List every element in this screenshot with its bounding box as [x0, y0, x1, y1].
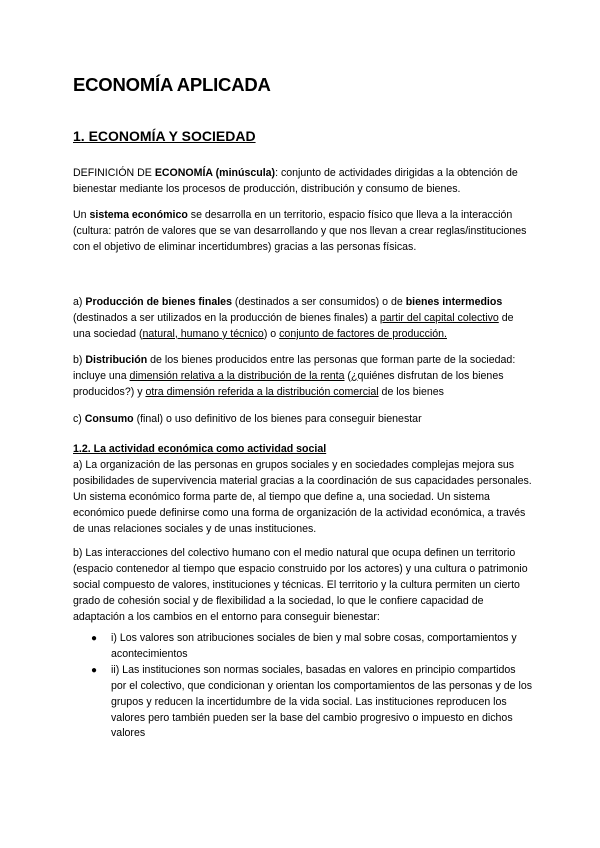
section-1-2-heading: 1.2. La actividad económica como actividad social: [73, 443, 327, 455]
item-a-underlined-capital: partir del capital colectivo: [379, 311, 499, 324]
item-a-text: (destinados a ser utilizados en la producción de bienes finales) a: [73, 311, 380, 324]
bullet-icon: ●: [91, 633, 98, 644]
item-c-prefix: c): [73, 413, 85, 425]
item-a-underlined-factors: conjunto de factores de producción.: [279, 327, 447, 340]
item-a-text: de una sociedad (: [73, 311, 514, 340]
item-b-term: Distribución: [85, 354, 148, 366]
item-b-text: (: [344, 369, 351, 382]
system-paragraph: [73, 208, 533, 256]
document-title: ECONOMÍA APLICADA: [73, 74, 271, 95]
item-a-paragraph: [73, 295, 533, 343]
list-item-text: i) Los valores son atribuciones sociales de bien y mal sobre cosas, comportamientos y acontecimientos: [111, 632, 517, 660]
item-b-paragraph: [73, 353, 533, 401]
item-a-prefix: a): [73, 296, 86, 308]
item-a-underlined-types: natural, humano y técnico: [142, 327, 264, 340]
list-item: [73, 663, 533, 743]
item-b-text: de los bienes producidos entre las personas que forman parte de la sociedad: incluye una: [73, 354, 516, 382]
item-b-prefix: b): [73, 354, 86, 366]
item-b-underlined-question-mark: ¿: [350, 369, 358, 382]
item-b-text: quiénes disfrutan de los bienes producidos?) y: [73, 369, 504, 398]
item-c-text: (final) o uso definitivo de los bienes para conseguir bienestar: [133, 413, 422, 425]
definition-lead: DEFINICIÓN DE: [73, 167, 155, 179]
item-a-term-intermediate-goods: bienes intermedios: [405, 296, 503, 308]
item-b-underlined-commercial: otra dimensión referida a la distribución comercial: [145, 385, 379, 398]
item-a-text: (destinados a ser consumidos) o de: [231, 296, 406, 308]
definition-term: ECONOMÍA (minúscula): [154, 167, 276, 179]
list-item-text: ii) Las instituciones son normas sociales, basadas en valores en principio compartidos por el colectivo, que condicionan y orientan los comportamientos de las personas y de los grupos y reducen la incertidumbre de la vida social. Las instituciones reproducen los valores pero también pueden ser la base del cambio progresivo o impuesto en dichos valores: [111, 663, 533, 740]
system-lead: Un: [73, 209, 90, 221]
item-a-term-final-goods: Producción de bienes finales: [85, 296, 232, 308]
section-1-2-block: [73, 442, 533, 537]
section-1-2-paragraph-b: b) Las interacciones del colectivo humano con el medio natural que ocupa definen un territorio (espacio contenedor al tiempo que espacio construido por los actores) y una cultura o patrimonio social compuesto de valores, instituciones y técnicas. El territorio y la cultura permiten un cierto grado de cohesión social y de flexibilidad a la sociedad, lo que le confiere capacidad de adaptación a los cambios en el entorno para conseguir bienestar:: [73, 547, 528, 623]
item-b-text: de los bienes: [378, 385, 444, 398]
system-term: sistema económico: [89, 209, 188, 221]
system-text: se desarrolla en un territorio, espacio físico que lleva a la interacción (cultura: patrón de valores que se van desarrollando y que nos llevan a crear reglas/instituciones con el objetivo de eliminar incertidumbres) gracias a las personas físicas.: [73, 209, 527, 253]
section-1-2-paragraph-a: a) La organización de las personas en grupos sociales y en sociedades complejas mejora sus posibilidades de supervivencia material gracias a la coordinación de sus capacidades personales. Un sistema económico forma parte de, al tiempo que define a, una sociedad. Un sistema económico puede definirse como una forma de organización de la actividad económica, a través de unas relaciones sociales y de unas instituciones.: [73, 458, 532, 535]
section-1-heading: 1. ECONOMÍA Y SOCIEDAD: [73, 128, 256, 144]
values-institutions-list: [73, 631, 533, 742]
bullet-icon: ●: [91, 664, 98, 676]
item-c-term: Consumo: [84, 413, 134, 425]
item-a-text: ) o: [263, 327, 280, 340]
item-c-paragraph: [73, 412, 533, 428]
definition-text: : conjunto de actividades dirigidas a la obtención de bienestar mediante los procesos de producción, distribución y consumo de bienes.: [73, 167, 518, 195]
definition-paragraph: [73, 166, 533, 198]
item-b-underlined-income: dimensión relativa a la distribución de la renta: [129, 369, 345, 382]
list-item: [73, 631, 533, 663]
